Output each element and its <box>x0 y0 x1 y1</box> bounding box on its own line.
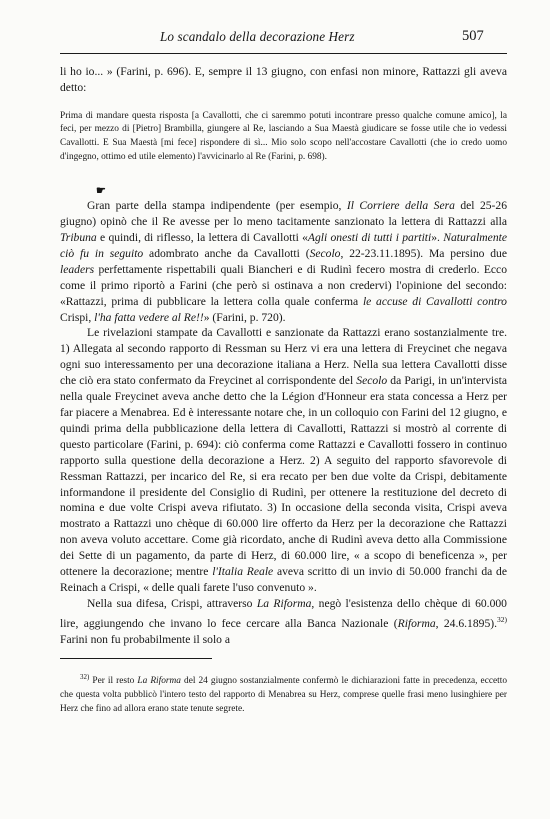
footnote-marker: 32) <box>80 673 90 682</box>
paragraph-1: li ho io... » (Farini, p. 696). E, sempre il 13 giugno, con enfasi non minore, Rattazzi gli aveva detto: <box>60 65 507 94</box>
header-rule <box>60 53 507 54</box>
main-text <box>60 64 507 716</box>
pointing-hand-icon: ☛ <box>96 185 106 198</box>
page-number: 507 <box>462 28 484 44</box>
block-quote: Prima di mandare questa risposta [a Cavallotti, che ci saremmo potuti incontrare presso qualche comune amico], la feci, per mezzo di [Pietro] Brambilla, giungere al Re, lasciando a Sua Maestà giudicare se fosse utile che io vedessi Cavallotti. E Sua Maestà [mi fece] rispondere di sì... Mio solo scopo nell'accostare Cavallotti (che io credo uomo d'ingegno, ottimo ed utile elemento) l'avvicinarlo al Re (Farini, p. 698). <box>60 110 507 162</box>
paragraph-4: Nella sua difesa, Crispi, attraverso La Riforma, negò l'esistenza dello chèque di 60.000 lire, aggiungendo che invano lo fece cercare alla Banca Nazionale (Riforma, 24.6.1895).$^{32)}$ Farini non fu probabilmente il solo a <box>60 596 507 646</box>
paragraph-2: Gran parte della stampa indipendente (per esempio, Il Corriere della Sera del 25-26 giugno) opinò che il Re avesse per lo meno tacitamente sanzionato la lettera di Rattazzi alla Tribuna e quindi, di riflesso, la lettera di Cavallotti «Agli onesti di tutti i partiti». Naturalmente ciò fu in seguito adombrato anche da Cavallotti (Secolo, 22-23.11.1895). Ma persino due leaders perfettamente rispettabili quali Biancheri e di Rudinì fecero mostra di crederlo. Ecco come il primo riportò a Farini (che però si ostinava a non credervi) l'opinione del secondo: «Rattazzi, prima di pubblicare la lettera colla quale conferma le accuse di Cavallotti contro Crispi, l'ha fatta vedere al Re!!» (Farini, p. 720). <box>60 199 508 324</box>
page-header <box>0 26 550 48</box>
paragraph-3: Le rivelazioni stampate da Cavallotti e sanzionate da Rattazzi erano sostanzialmente tre. 1) Allegata al secondo rapporto di Ressman su Herz vi era una lettera di Freycinet che negava ogni suo interessamento per una decorazione italiana a Herz. Nella sua lettera Cavallotti disse che ciò era stato confermato da Freycinet al corrispondente del Secolo da Parigi, in un'intervista nella quale Freycinet aveva anche detto che la Légion d'Honneur era stata concessa a Herz per far piacere a Menabrea. Ed è interessante notare che, in un colloquio con Farini del 12 giugno, e quindi prima della pubblicazione della lettera di Cavallotti, Rattazzi si mostrò al corrente di questo particolare (Farini, p. 694): ciò conferma come Rattazzi e Cavallotti fossero in continuo rapporto sulla questione della decorazione a Herz. 2) A seguito del rapporto sfavorevole di Ressman Rattazzi, per incarico del Re, si era recato per ben due volte da Crispi, debitamente informandone il presidente del Consiglio di Rudinì, per ottenere la restituzione del decreto di nomina e due volte Crispi aveva rifiutato. 3) In occasione della seconda visita, Crispi aveva mostrato a Rattazzi uno chèque di 60.000 lire offerto da Herz per la decorazione che Rattazzi non aveva voluto accettare. Come già ricordato, anche di Rudinì aveva detto alla Commissione dei Sette di un pagamento, da parte di Herz, di 60.000 lire, « a scopo di beneficenza », per ottenere la decorazione; mentre l'Italia Reale aveva scritto di un invio di 50.000 franchi da de Reinach a Crispi, « delle quali farete l'uso convenuto ». <box>60 326 507 594</box>
running-title: Lo scandalo della decorazione Herz <box>160 29 355 44</box>
footnote-rule <box>60 658 212 659</box>
footnote-32: $^{32)}$ Per il resto La Riforma del 24 giugno sostanzialmente confermò le dichiarazioni fatte in precedenza, eccetto che questa volta pubblicò l'intero testo del rapporto di Menabrea su Herz, comprese quelle frasi meno lusinghiere per Herz che fino ad allora erano state tenute segrete. <box>60 673 507 714</box>
footnote-reference: 32) <box>497 614 507 624</box>
